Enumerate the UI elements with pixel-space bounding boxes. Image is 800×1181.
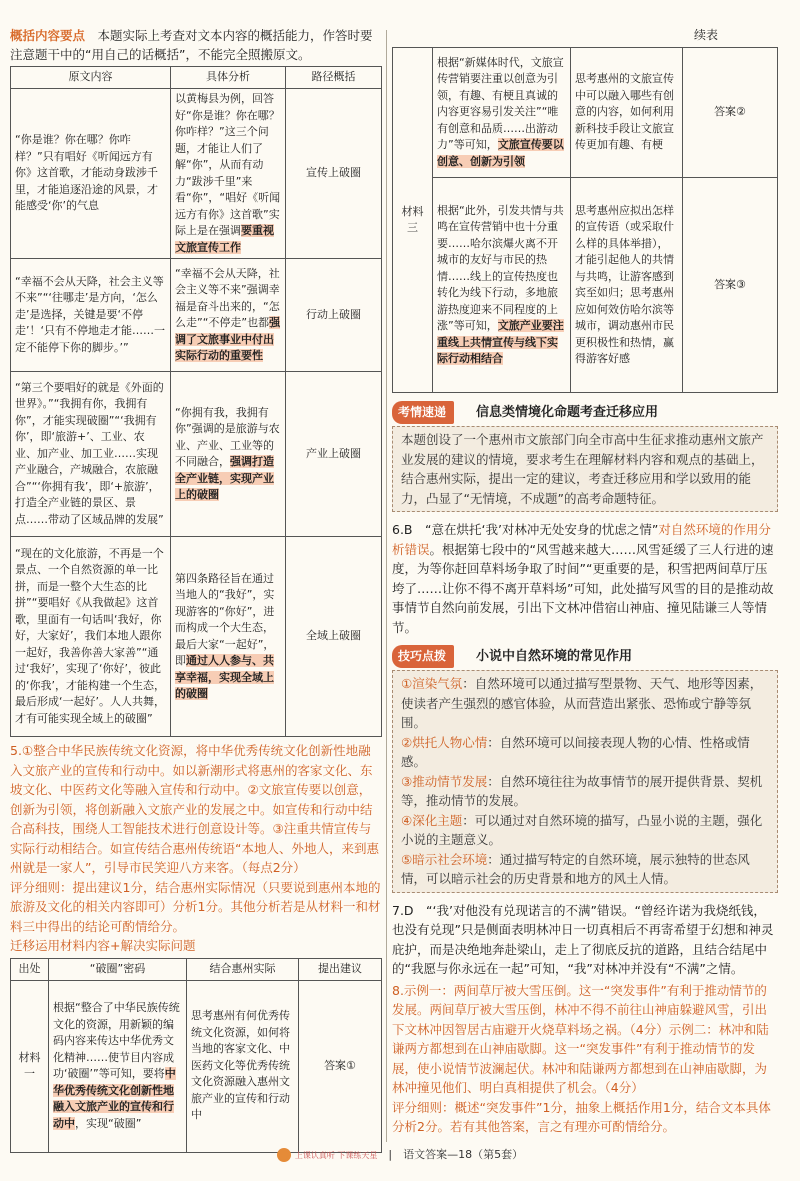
code-cell: 根据“整合了中华民族传统文化的资源，用新颖的编码内容来传达中华优秀文化精神……使节目内容成功‘破圈’”等可知，要将中华优秀传统文化创新性地融入文旅产业的宣传和行动中，实现“破圈” [49, 980, 187, 1152]
table-row [393, 178, 778, 393]
skill-tip-box [392, 670, 778, 893]
intro-tag: 概括内容要点 [10, 28, 86, 43]
intro-text: 本题实际上考查对文本内容的概括能力，作答时要注意题干中的“用自己的话概括”，不能完全照搬原文。 [10, 28, 373, 62]
suggest-cell: 答案② [683, 48, 778, 178]
table-header: 出处 [11, 958, 49, 980]
table-row [11, 259, 382, 372]
code-cell: 根据“新媒体时代，文旅宣传营销要注重以创意为引领，有趣、有梗且真诚的内容更容易引发关注”“唯有创意和品质……出游动力”等可知，文旅宣传要以创意、创新为引领 [433, 48, 571, 178]
analysis-table [10, 66, 382, 737]
banner-pill: 技巧点拨 [392, 645, 454, 668]
huizhou-cell: 思考惠州的文旅宣传中可以融入哪些有创意的内容，如何利用新科技手段让文旅宣传更加有趣、有梗 [571, 48, 683, 178]
table-row [393, 48, 778, 178]
suggest-cell: 答案① [299, 980, 382, 1152]
original-cell: “幸福不会从天降，社会主义等不来”“‘往哪走’是方向，‘怎么走’是选择，关键是要‘不停走’！‘只有不停地走才能……一定不能停下你的脚步。’” [11, 259, 171, 372]
suggest-cell: 答案③ [683, 178, 778, 393]
list-item: ②烘托人物心情：自然环境可以间接表现人物的心情、性格或情感。 [401, 734, 750, 769]
skill-tip-banner [392, 645, 778, 668]
code-cell: 根据“此外，引发共情与共鸣在宣传营销中也十分重要……哈尔滨爆火离不开城市的友好与市民的热情……线上的宣传热度也转化为线下行动，多地旅游热度迎来不同程度的上涨”等可知，文旅产业要注重线上共情宣传与线下实际行动相结合 [433, 178, 571, 393]
brand-slogan: 上课认真听 下课练天星 [294, 1151, 378, 1160]
path-cell: 全域上破圈 [286, 537, 382, 737]
exam-trend-box: 本题创设了一个惠州市文旅部门向全市高中生征求推动惠州文旅产业发展的建议的情境，要求考生在理解材料内容和观点的基础上，结合惠州实际，提出一定的建议，考查迁移应用和学以致用的能力，凸显了“无情境，不成题”的高考命题特征。 [392, 426, 778, 512]
huizhou-cell: 思考惠州应拟出怎样的宣传语（或采取什么样的具体举措），才能引起他人的共情与共鸣，让游客感到宾至如归；思考惠州应如何效仿哈尔滨等城市，调动惠州市民更积极性和热情，赢得游客好感 [571, 178, 683, 393]
right-column [392, 26, 778, 1137]
brand-logo-icon [277, 1148, 291, 1162]
huizhou-cell: 思考惠州有何优秀传统文化资源，如何将当地的客家文化、中医药文化等优秀传统文化资源融入惠州文旅产业的宣传和行动中 [187, 980, 299, 1152]
original-cell: “现在的文化旅游，不再是一个景点、一个自然资源的单一比拼，而是一整个大生态的比拼”“要唱好《从我做起》这首歌，里面有一句话叫‘我好，你好，大家好’，我们本地人跟你一起好，我善你善大家善”“通过‘我好’，实现了‘你好’，彼此的‘你我’，才能构建一个生态，最后形成‘一起好’。人人共舞，才有可能实现全域上的破圈” [11, 537, 171, 737]
continued-label: 续表 [693, 28, 718, 42]
banner-title: 小说中自然环境的常见作用 [476, 649, 633, 664]
table-row [11, 372, 382, 537]
table-row [11, 89, 382, 259]
original-cell: “你是谁？你在哪？你咋样？”只有唱好《听闻远方有你》这首歌，才能动身跋涉千里，才能追逐沿途的风景，才能感受‘你’的气息 [11, 89, 171, 259]
table-header: “破圈”密码 [49, 958, 187, 980]
list-item: ④深化主题：可以通过对自然环境的描写，凸显小说的主题，强化小说的主题意义。 [401, 812, 763, 847]
analysis-cell: 第四条路径旨在通过当地人的“我好”，实现游客的“你好”，进而构成一个大生态，最后大家“一起好”，即通过人人参与、共享幸福，实现全域上的破圈 [171, 537, 286, 737]
table-header: 原文内容 [11, 67, 171, 89]
banner-pill: 考情速递 [392, 401, 454, 424]
table-header: 具体分析 [171, 67, 286, 89]
q6-answer: 6.B “意在烘托‘我’对林冲无处安身的忧虑之情”对自然环境的作用分析错误。根据第七段中的“风雪越来越大……风雪延缓了三人行进的速度，为等你赶回草料场争取了时间”“更重要的是，积雪把两间草厅压垮了……让你不得不离开草料场”可知，此处描写风雪的目的是推动故事情节自然向前发展，引出下文林冲借宿山神庙、撞见陆谦三人等情节。 [392, 522, 774, 635]
analysis-cell: “幸福不会从天降，社会主义等不来”强调幸福是奋斗出来的，“怎么走”“不停走”也都强调了文旅事业中付出实际行动的重要性 [171, 259, 286, 372]
list-item: ①渲染气氛：自然环境可以通过描写型景物、天气、地形等因素，使读者产生强烈的感官体验，从而营造出紧张、恐怖或宁静等氛围。 [401, 676, 763, 730]
q8-scoring: 评分细则：概述“突发事件”1分，抽象上概括作用1分，结合文本具体分析2分。若有其他答案，言之有理亦可酌情给分。 [392, 1099, 771, 1134]
source-cell: 材料一 [11, 980, 49, 1152]
list-item: ③推动情节发展：自然环境往往为故事情节的展开提供背景、契机等，推动情节的发展。 [401, 773, 763, 808]
table-header: 路径概括 [286, 67, 382, 89]
list-item: ⑤暗示社会环境：通过描写特定的自然环境，展示独特的世态风情，可以暗示社会的历史背景和地方的风土人情。 [401, 851, 750, 886]
page-footer: 上课认真听 下课练天星 | 语文答案—18（第5套） [0, 1146, 800, 1162]
q5-answer: 5.①整合中华民族传统文化资源，将中华优秀传统文化创新性地融入文旅产业的宣传和行动中。如以新潮形式将惠州的客家文化、东坡文化、中医药文化等融入宣传和行动中。②文旅宣传要以创意，创新为引领，将创新融入文旅产业的发展之中。如宣传和行动中结合高科技，围绕人工智能技术进行创意设计等。③注重共情宣传与实际行动相结合。如宣传结合惠州传统语“本地人、外地人，来到惠州就是一家人”，引导市民笑迎八方来客。（每点2分） [10, 743, 379, 875]
path-cell: 行动上破圈 [286, 259, 382, 372]
column-divider [386, 30, 387, 1142]
banner-title: 信息类情境化命题考查迁移应用 [476, 405, 659, 420]
analysis-cell: “你拥有我，我拥有你”强调的是旅游与农业、产业、工业等的不同融合，强调打造全产业链，实现产业上的破圈 [171, 372, 286, 537]
continued-table [392, 47, 778, 393]
path-cell: 产业上破圈 [286, 372, 382, 537]
left-column [10, 26, 382, 1153]
path-cell: 宣传上破圈 [286, 89, 382, 259]
table-header: 提出建议 [299, 958, 382, 980]
table-header: 结合惠州实际 [187, 958, 299, 980]
exam-trend-banner [392, 401, 778, 424]
transfer-title: 迁移运用材料内容+解决实际问题 [10, 938, 196, 953]
page-number: 语文答案—18（第5套） [403, 1148, 524, 1161]
source-cell: 材料三 [393, 48, 433, 393]
transfer-table [10, 958, 382, 1153]
table-row [11, 980, 382, 1152]
analysis-cell: 以黄梅县为例，回答好“你是谁？你在哪？你咋样？”这三个问题，才能让人们了解“你”，从而有动力“跋涉千里”来看“你”，“唱好《听闻远方有你》这首歌”实际上是在强调要重视文旅宣传工作 [171, 89, 286, 259]
q8-answer: 8.示例一：两间草厅被大雪压倒。这一“突发事件”有利于推动情节的发展。两间草厅被大雪压倒，林冲不得不前往山神庙躲避风雪，引出下文林冲因智居古庙避开火烧草料场之祸。（4分）示例二：林冲和陆谦两方都想到在山神庙歇脚。这一“突发事件”有利于推动情节的发展，使小说情节波澜起伏。林冲和陆谦两方都想到在山神庙歇脚，为林冲撞见他们、明白真相提供了机会。（4分） [392, 982, 769, 1095]
table-row [11, 537, 382, 737]
original-cell: “第三个要唱好的就是《外面的世界》。”“我拥有你，我拥有你”，才能实现破圈”“‘我拥有你’，即‘旅游+’、工业、农业、加产业、加工业……实现产业融合，产城融合，农旅融合”“‘你拥有我’，即‘+旅游’，打造全产业链的景区、景点……带动了区域品牌的发展” [11, 372, 171, 537]
intro-paragraph [10, 26, 382, 64]
q5-scoring: 评分细则：提出建议1分，结合惠州实际情况（只要说到惠州本地的旅游及文化的相关内容即可）分析1分。其他分析若是从材料一和材料三中得出的结论可酌情给分。 [10, 879, 381, 934]
q7-answer: 7.D “‘我’对他没有兑现诺言的不满”错误。“曾经许诺为我烧纸钱，也没有兑现”只是侧面表明林冲日一切真相后不再寄希望于幻想和神灵庇护，而是决绝地奔赴梁山，走上了彻底反抗的道路，且结合结尾中的“我愿与你永远在一起”可知，“我”对林冲并没有“不满”之情。 [392, 902, 774, 976]
